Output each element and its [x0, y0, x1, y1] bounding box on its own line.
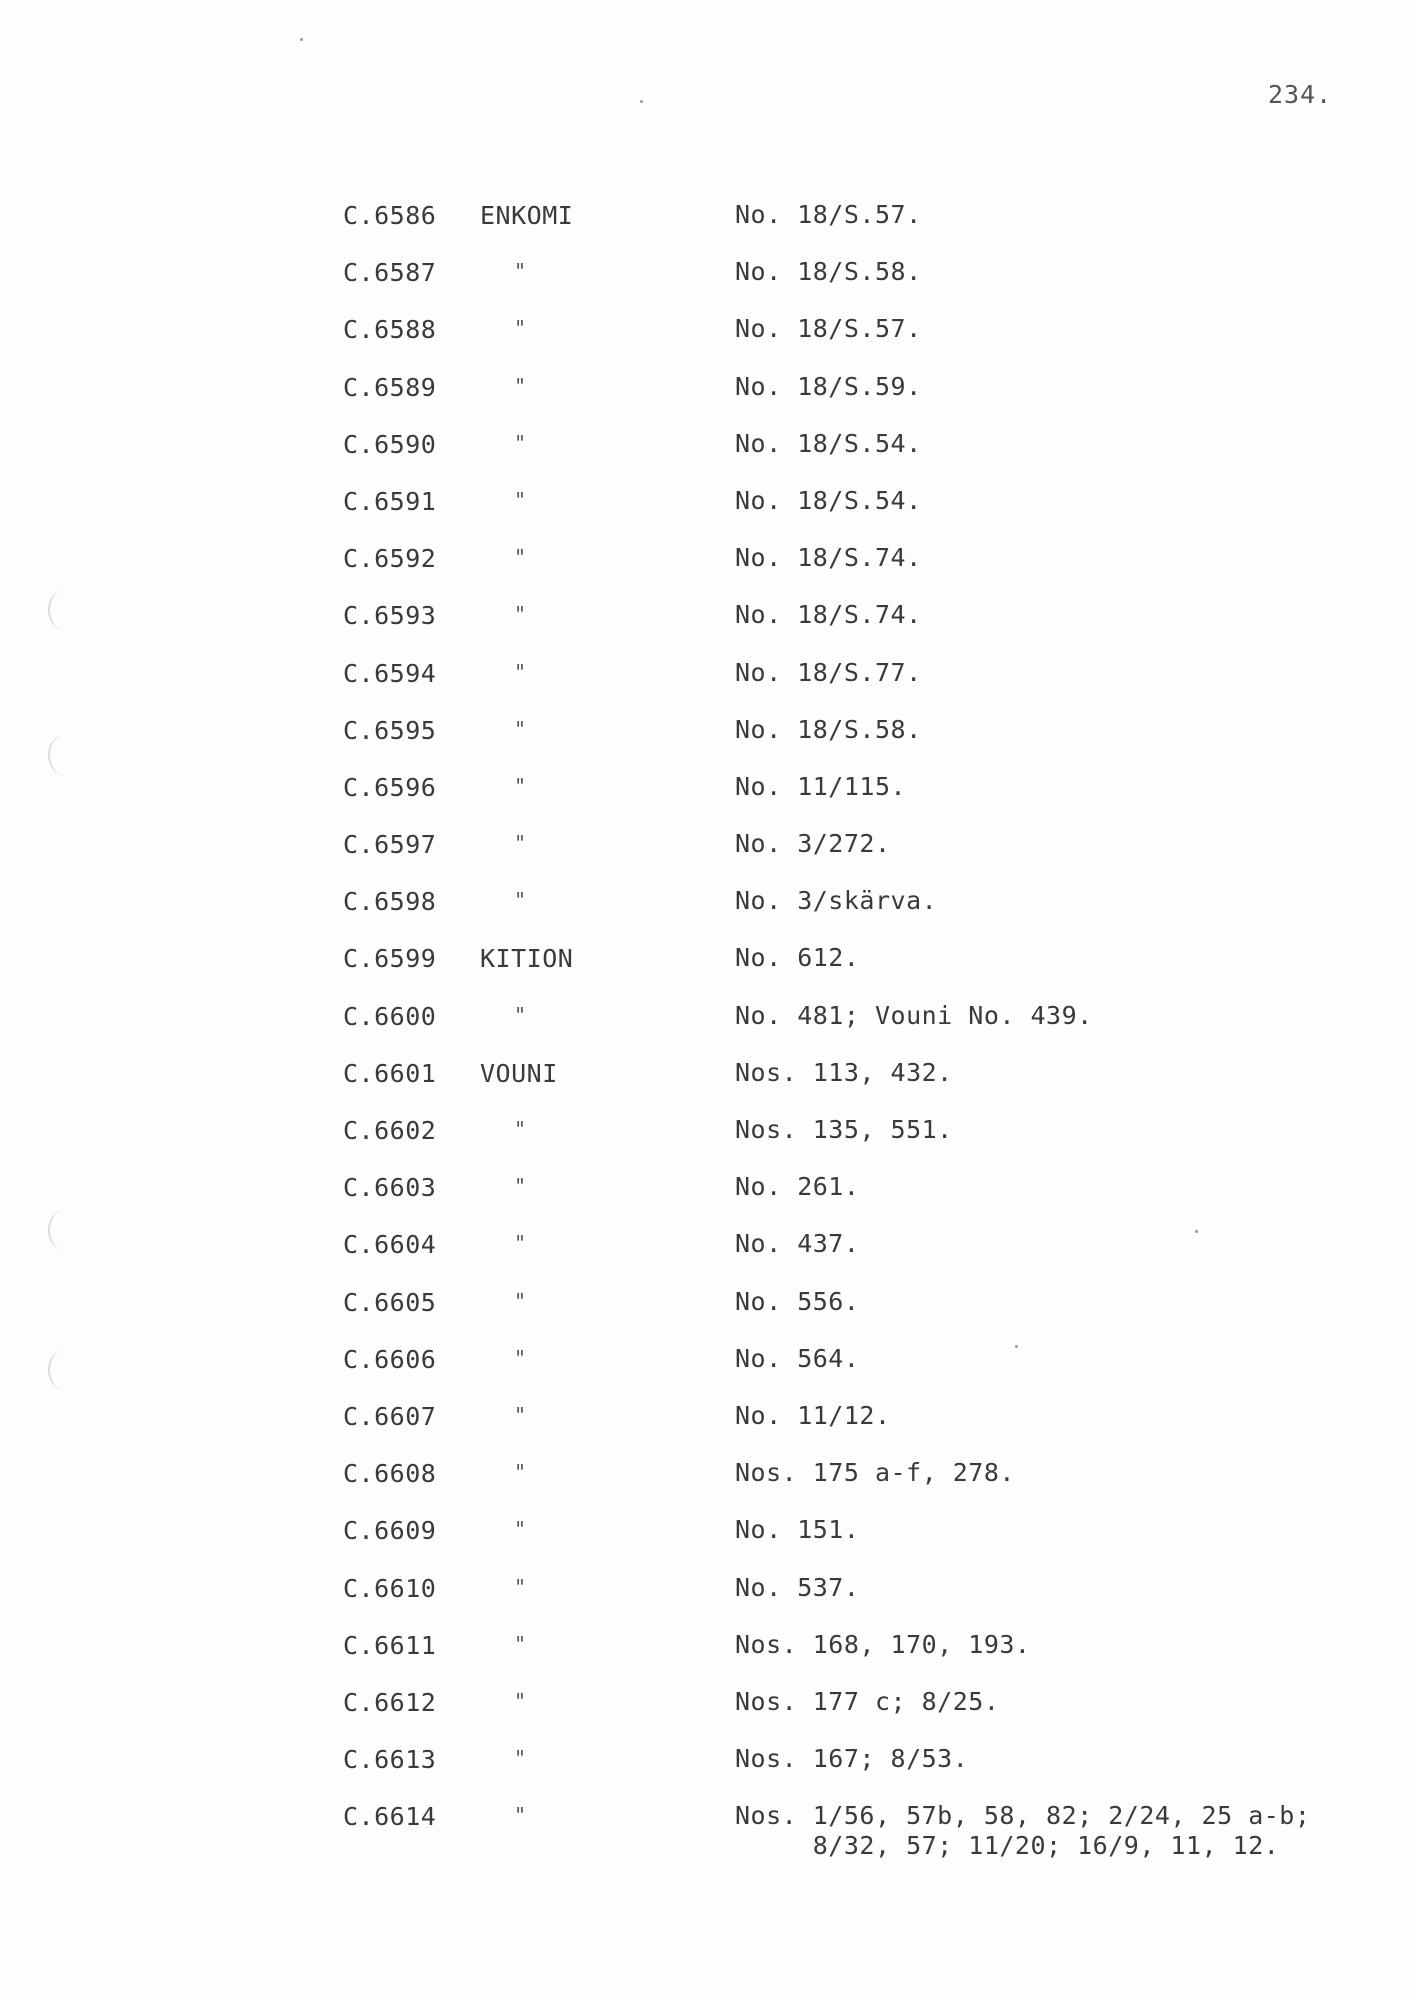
- entry-site: ENKOMI: [480, 201, 574, 230]
- entry-id: C.6597: [343, 830, 437, 860]
- entry-site: KITION: [480, 944, 574, 974]
- entry-reference: No. 556.: [735, 1286, 860, 1316]
- entry-reference: No. 437.: [735, 1229, 860, 1259]
- entry-id: C.6605: [343, 1287, 437, 1317]
- catalogue-entry: [0, 1172, 1414, 1229]
- entry-id: C.6596: [343, 772, 437, 802]
- ditto-mark: ": [514, 1631, 527, 1656]
- ditto-mark: ": [514, 773, 527, 798]
- ditto-mark: ": [514, 1117, 527, 1141]
- entry-id: C.6589: [343, 372, 437, 402]
- entry-id: C.6587: [343, 258, 437, 288]
- catalogue-entry: [0, 1229, 1414, 1286]
- ditto-mark: ": [514, 1688, 527, 1713]
- catalogue-entry: [0, 600, 1414, 657]
- entry-id: C.6601: [343, 1058, 437, 1088]
- catalogue-entry: [0, 886, 1414, 943]
- catalogue-entry: [0, 1401, 1414, 1458]
- entry-id: C.6592: [343, 544, 437, 574]
- entry-reference: No. 151.: [735, 1515, 860, 1545]
- catalogue-entry: [0, 486, 1414, 543]
- ditto-mark: ": [514, 659, 527, 684]
- ditto-mark: ": [514, 1231, 527, 1256]
- ditto-mark: ": [514, 602, 527, 627]
- entry-reference: Nos. 1/56, 57b, 58, 82; 2/24, 25 a-b; 8/32, 57; 11/20; 16/9, 11, 12.: [735, 1801, 1311, 1861]
- entry-reference: No. 18/S.54.: [735, 485, 922, 515]
- catalogue-entry: [0, 1344, 1414, 1401]
- catalogue-entry: [0, 314, 1414, 371]
- ditto-mark: ": [514, 259, 527, 284]
- page-number: 234.: [1268, 80, 1333, 109]
- entry-reference: No. 18/S.59.: [735, 371, 922, 401]
- ditto-mark: ": [514, 1517, 527, 1542]
- entry-id: C.6598: [343, 887, 437, 917]
- entry-id: C.6588: [343, 315, 437, 345]
- entry-id: C.6614: [343, 1802, 437, 1832]
- ditto-mark: ": [514, 1574, 527, 1599]
- ditto-mark: ": [514, 373, 527, 398]
- entry-reference: No. 18/S.57.: [735, 314, 922, 344]
- catalogue-entry: [0, 372, 1414, 429]
- entry-id: C.6609: [343, 1516, 437, 1546]
- catalogue-entry: [0, 658, 1414, 715]
- entry-reference: No. 564.: [735, 1343, 860, 1373]
- entry-reference: No. 18/S.58.: [735, 714, 922, 744]
- ditto-mark: ": [514, 430, 527, 455]
- entry-reference: Nos. 135, 551.: [735, 1115, 953, 1144]
- entry-reference: No. 3/skärva.: [735, 886, 938, 916]
- entry-reference: No. 481; Vouni No. 439.: [735, 1000, 1093, 1030]
- catalogue-entry: [0, 429, 1414, 486]
- ditto-mark: ": [514, 1402, 527, 1427]
- entry-id: C.6612: [343, 1687, 437, 1717]
- ditto-mark: ": [514, 1288, 527, 1313]
- entry-reference: Nos. 113, 432.: [735, 1057, 953, 1087]
- entry-id: C.6606: [343, 1344, 437, 1374]
- entry-id: C.6599: [343, 944, 437, 974]
- catalogue-entry: [0, 1115, 1414, 1172]
- catalogue-entry: [0, 715, 1414, 772]
- ditto-mark: ": [514, 1345, 527, 1370]
- entry-reference: No. 18/S.74.: [735, 600, 922, 630]
- entry-id: C.6586: [343, 201, 437, 230]
- entry-id: C.6607: [343, 1401, 437, 1431]
- entry-reference: Nos. 167; 8/53.: [735, 1744, 969, 1774]
- entry-id: C.6593: [343, 601, 437, 631]
- entry-reference: No. 11/115.: [735, 771, 907, 801]
- ditto-mark: ": [514, 716, 527, 741]
- ditto-mark: ": [514, 831, 527, 856]
- ditto-mark: ": [514, 487, 527, 512]
- catalogue-entry: [0, 1287, 1414, 1344]
- ditto-mark: ": [514, 1460, 527, 1485]
- catalogue-entry: [0, 543, 1414, 600]
- entry-reference: No. 18/S.57.: [735, 200, 922, 229]
- catalogue-entry: [0, 943, 1414, 1000]
- catalogue-entry: [0, 1687, 1414, 1744]
- entry-id: C.6611: [343, 1630, 437, 1660]
- entry-reference: No. 537.: [735, 1572, 860, 1602]
- entry-reference: No. 612.: [735, 943, 860, 973]
- catalogue-entry: [0, 1515, 1414, 1572]
- catalogue-entry: [0, 1001, 1414, 1058]
- paper-speck: [640, 100, 643, 103]
- entry-reference: No. 18/S.58.: [735, 257, 922, 287]
- entry-id: C.6600: [343, 1001, 437, 1031]
- entry-reference: No. 261.: [735, 1172, 860, 1202]
- entry-id: C.6610: [343, 1573, 437, 1603]
- catalogue-entry: [0, 1058, 1414, 1115]
- catalogue-list: [0, 200, 1414, 1881]
- catalogue-entry: [0, 829, 1414, 886]
- entry-id: C.6603: [343, 1173, 437, 1203]
- entry-id: C.6602: [343, 1116, 437, 1145]
- catalogue-entry: [0, 1458, 1414, 1515]
- ditto-mark: ": [514, 1746, 527, 1771]
- ditto-mark: ": [514, 1002, 527, 1027]
- entry-id: C.6591: [343, 486, 437, 516]
- entry-id: C.6595: [343, 715, 437, 745]
- catalogue-entry: [0, 200, 1414, 257]
- entry-reference: No. 3/272.: [735, 829, 891, 859]
- entry-reference: No. 18/S.74.: [735, 543, 922, 573]
- entry-site: VOUNI: [480, 1058, 558, 1088]
- entry-id: C.6594: [343, 658, 437, 688]
- catalogue-entry: [0, 1630, 1414, 1687]
- ditto-mark: ": [514, 316, 527, 341]
- entry-id: C.6608: [343, 1459, 437, 1489]
- catalogue-entry: [0, 1573, 1414, 1630]
- entry-reference: Nos. 175 a-f, 278.: [735, 1458, 1015, 1488]
- entry-reference: Nos. 168, 170, 193.: [735, 1629, 1031, 1659]
- entry-reference: No. 18/S.54.: [735, 428, 922, 458]
- paper-speck: [300, 38, 303, 41]
- entry-reference: Nos. 177 c; 8/25.: [735, 1686, 1000, 1716]
- catalogue-entry: [0, 1744, 1414, 1801]
- entry-id: C.6590: [343, 429, 437, 459]
- ditto-mark: ": [514, 545, 527, 570]
- ditto-mark: ": [514, 888, 527, 913]
- entry-id: C.6613: [343, 1745, 437, 1775]
- catalogue-entry: [0, 1801, 1414, 1881]
- entry-id: C.6604: [343, 1230, 437, 1260]
- catalogue-entry: [0, 772, 1414, 829]
- catalogue-entry: [0, 257, 1414, 314]
- entry-reference: No. 18/S.77.: [735, 657, 922, 687]
- ditto-mark: ": [514, 1174, 527, 1199]
- ditto-mark: ": [514, 1803, 527, 1828]
- entry-reference: No. 11/12.: [735, 1400, 891, 1430]
